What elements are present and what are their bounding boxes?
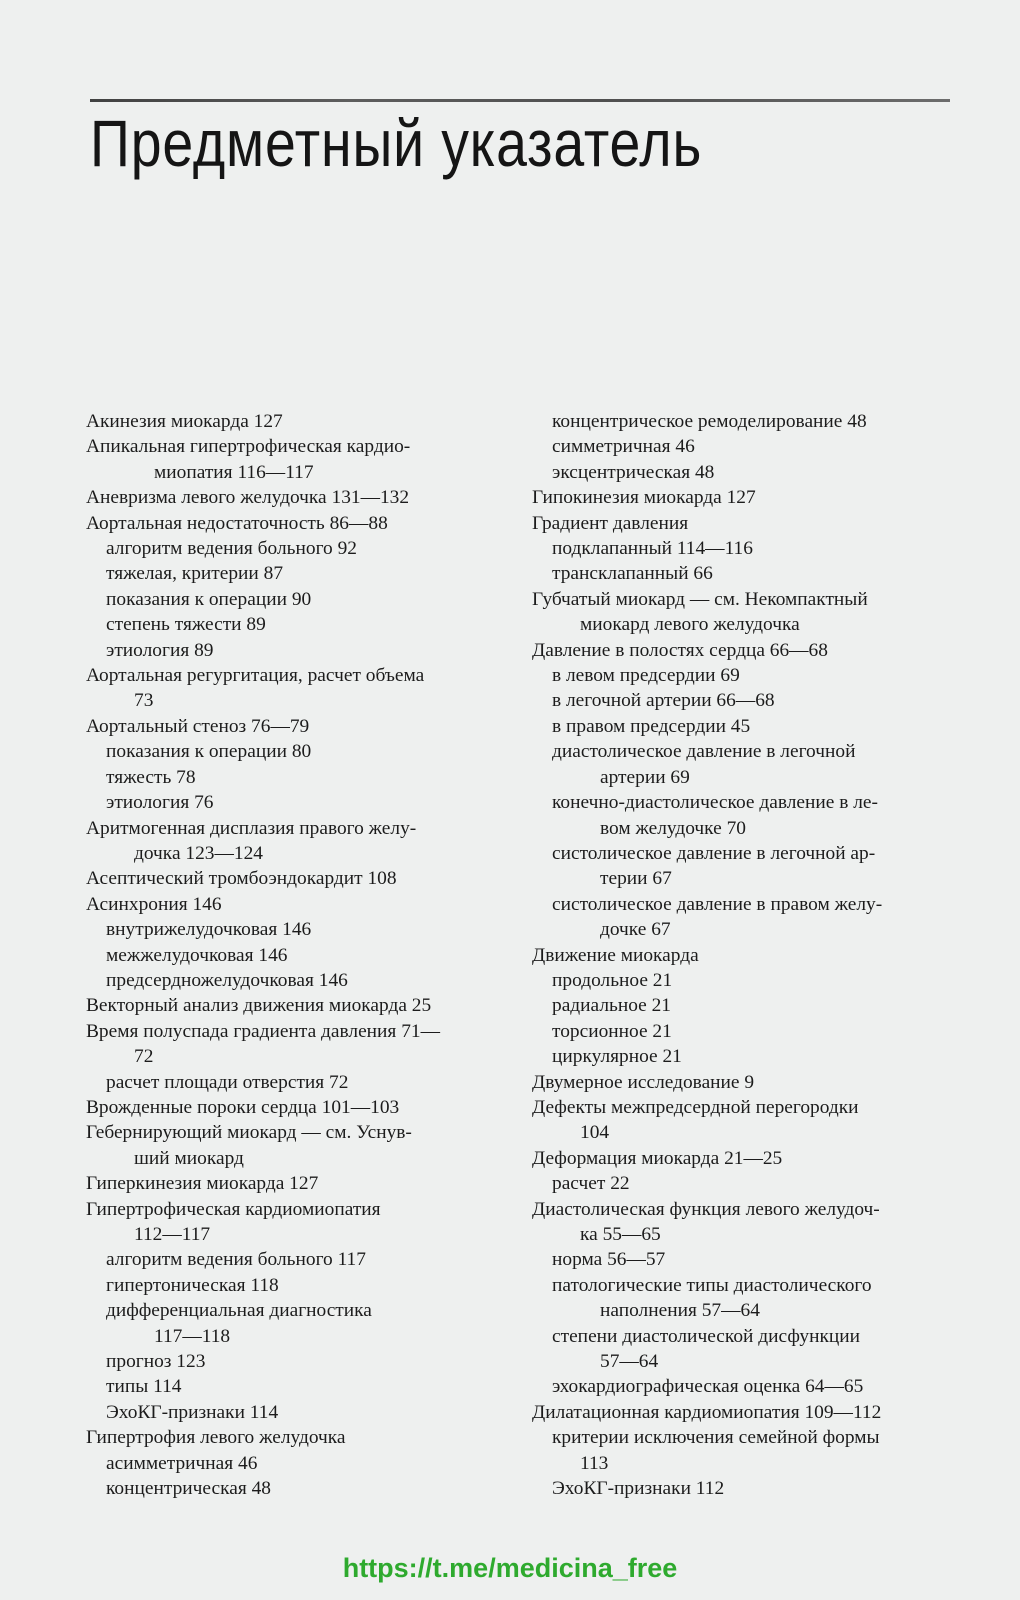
index-subentry: циркулярное 21: [552, 1046, 682, 1068]
index-subentry: в левом предсердии 69: [552, 665, 740, 687]
index-entry: Давление в полостях сердца 66—68: [532, 639, 828, 661]
index-subentry: 57—64: [600, 1351, 659, 1373]
index-subentry: систолическое давление в правом желу-: [552, 893, 883, 915]
index-subentry: ка 55—65: [580, 1224, 661, 1245]
index-subentry: показания к операции 90: [106, 588, 312, 610]
index-subentry: эксцентрическая 48: [552, 461, 715, 483]
index-entry: Аортальная регургитация, расчет объема: [86, 665, 425, 687]
index-subentry: конечно-диастолическое давление в ле-: [552, 792, 878, 814]
index-subentry: 104: [580, 1122, 610, 1144]
index-entry: Аортальная недостаточность 86—88: [86, 512, 388, 534]
index-subentry: типы 114: [106, 1376, 182, 1398]
index-subentry: тяжесть 78: [106, 766, 196, 788]
index-entry: Гебернирующий миокард — см. Уснув-: [86, 1122, 412, 1144]
index-subentry: алгоритм ведения больного 117: [106, 1249, 366, 1271]
index-subentry: торсионное 21: [552, 1020, 672, 1042]
index-subentry: наполнения 57—64: [600, 1300, 760, 1322]
index-subentry: систолическое давление в легочной ар-: [552, 842, 876, 864]
index-entry: Гипертрофия левого желудочка: [86, 1427, 346, 1449]
index-entry: Время полуспада градиента давления 71—: [86, 1020, 440, 1042]
index-subentry: артерии 69: [600, 766, 690, 788]
index-subentry: дифференциальная диагностика: [106, 1300, 372, 1322]
index-subentry: ЭхоКГ-признаки 112: [552, 1478, 725, 1500]
index-subentry: тяжелая, критерии 87: [106, 563, 284, 585]
index-entry: Дефекты межпредсердной перегородки: [532, 1096, 859, 1118]
index-subentry: асимметричная 46: [106, 1452, 258, 1474]
index-entry: Деформация миокарда 21—25: [532, 1147, 783, 1169]
index-subentry: дочка 123—124: [134, 842, 263, 864]
index-entry: Диастолическая функция левого желудоч-: [532, 1198, 880, 1220]
index-subentry: 72: [134, 1046, 154, 1068]
index-subentry: дочке 67: [600, 919, 671, 941]
index-entry: Врожденные пороки сердца 101—103: [86, 1096, 400, 1118]
header-rule: [90, 99, 950, 102]
index-entry: Акинезия миокарда 127: [86, 411, 283, 432]
index-entry: Гиперкинезия миокарда 127: [86, 1173, 319, 1195]
index-subentry: подклапанный 114—116: [552, 538, 753, 560]
index-subentry: гипертоническая 118: [106, 1274, 279, 1296]
index-subentry: 117—118: [154, 1325, 231, 1347]
index-entry: Апикальная гипертрофическая кардио-: [86, 436, 411, 458]
index-entry: Аритмогенная дисплазия правого желу-: [86, 817, 417, 839]
index-subentry: предсердножелудочковая 146: [106, 969, 348, 991]
index-entry: Асинхрония 146: [86, 893, 222, 915]
index-subentry: терии 67: [600, 868, 672, 890]
index-entry: Губчатый миокард — см. Некомпактный: [532, 588, 868, 610]
index-subentry: прогноз 123: [106, 1351, 206, 1373]
index-column-right: [532, 409, 962, 1501]
index-subentry: степень тяжести 89: [106, 614, 266, 636]
index-entry: Градиент давления: [532, 512, 689, 534]
index-subentry: 113: [580, 1452, 609, 1474]
index-subentry: миопатия 116—117: [154, 461, 314, 483]
index-subentry: степени диастолической дисфункции: [552, 1325, 861, 1347]
index-entry: Аортальный стеноз 76—79: [86, 715, 310, 737]
index-subentry: показания к операции 80: [106, 741, 312, 763]
index-subentry: 73: [134, 690, 154, 712]
index-entry: Дилатационная кардиомиопатия 109—112: [532, 1401, 882, 1423]
index-subentry: радиальное 21: [552, 995, 671, 1017]
index-subentry: расчет площади отверстия 72: [106, 1071, 349, 1093]
index-entry: Двумерное исследование 9: [532, 1071, 755, 1093]
index-subentry: этиология 89: [106, 639, 214, 661]
index-entry: Векторный анализ движения миокарда 25: [86, 995, 432, 1017]
index-subentry: ший миокард: [134, 1147, 244, 1169]
index-subentry: в правом предсердии 45: [552, 715, 751, 737]
index-entry: Движение миокарда: [532, 944, 699, 966]
index-subentry: концентрическая 48: [106, 1478, 271, 1500]
index-subentry: вом желудочке 70: [600, 817, 746, 839]
index-subentry: расчет 22: [552, 1173, 630, 1195]
index-subentry: межжелудочковая 146: [106, 944, 288, 966]
index-subentry: диастолическое давление в легочной: [552, 741, 856, 763]
index-subentry: симметричная 46: [552, 436, 695, 458]
index-entry: Асептический тромбоэндокардит 108: [86, 868, 397, 890]
index-subentry: этиология 76: [106, 792, 214, 814]
index-subentry: в легочной артерии 66—68: [552, 690, 775, 712]
page-title: Предметный указатель: [90, 106, 703, 180]
index-column-left: [86, 409, 516, 1501]
index-subentry: внутрижелудочковая 146: [106, 919, 312, 941]
index-subentry: 112—117: [134, 1224, 211, 1245]
index-subentry: алгоритм ведения больного 92: [106, 538, 357, 560]
index-entry: Аневризма левого желудочка 131—132: [86, 487, 410, 509]
index-subentry: эхокардиографическая оценка 64—65: [552, 1376, 864, 1398]
index-subentry: продольное 21: [552, 969, 673, 991]
index-subentry: норма 56—57: [552, 1249, 666, 1271]
index-subentry: трансклапанный 66: [552, 563, 713, 585]
index-entry: Гипертрофическая кардиомиопатия: [86, 1198, 381, 1220]
index-subentry: миокард левого желудочка: [580, 614, 800, 636]
index-subentry: концентрическое ремоделирование 48: [552, 411, 867, 432]
index-subentry: патологические типы диастолического: [552, 1274, 872, 1296]
index-subentry: критерии исключения семейной формы: [552, 1427, 880, 1449]
index-subentry: ЭхоКГ-признаки 114: [106, 1401, 279, 1423]
footer-link[interactable]: https://t.me/medicina_free: [342, 1553, 678, 1583]
index-entry: Гипокинезия миокарда 127: [532, 487, 756, 509]
